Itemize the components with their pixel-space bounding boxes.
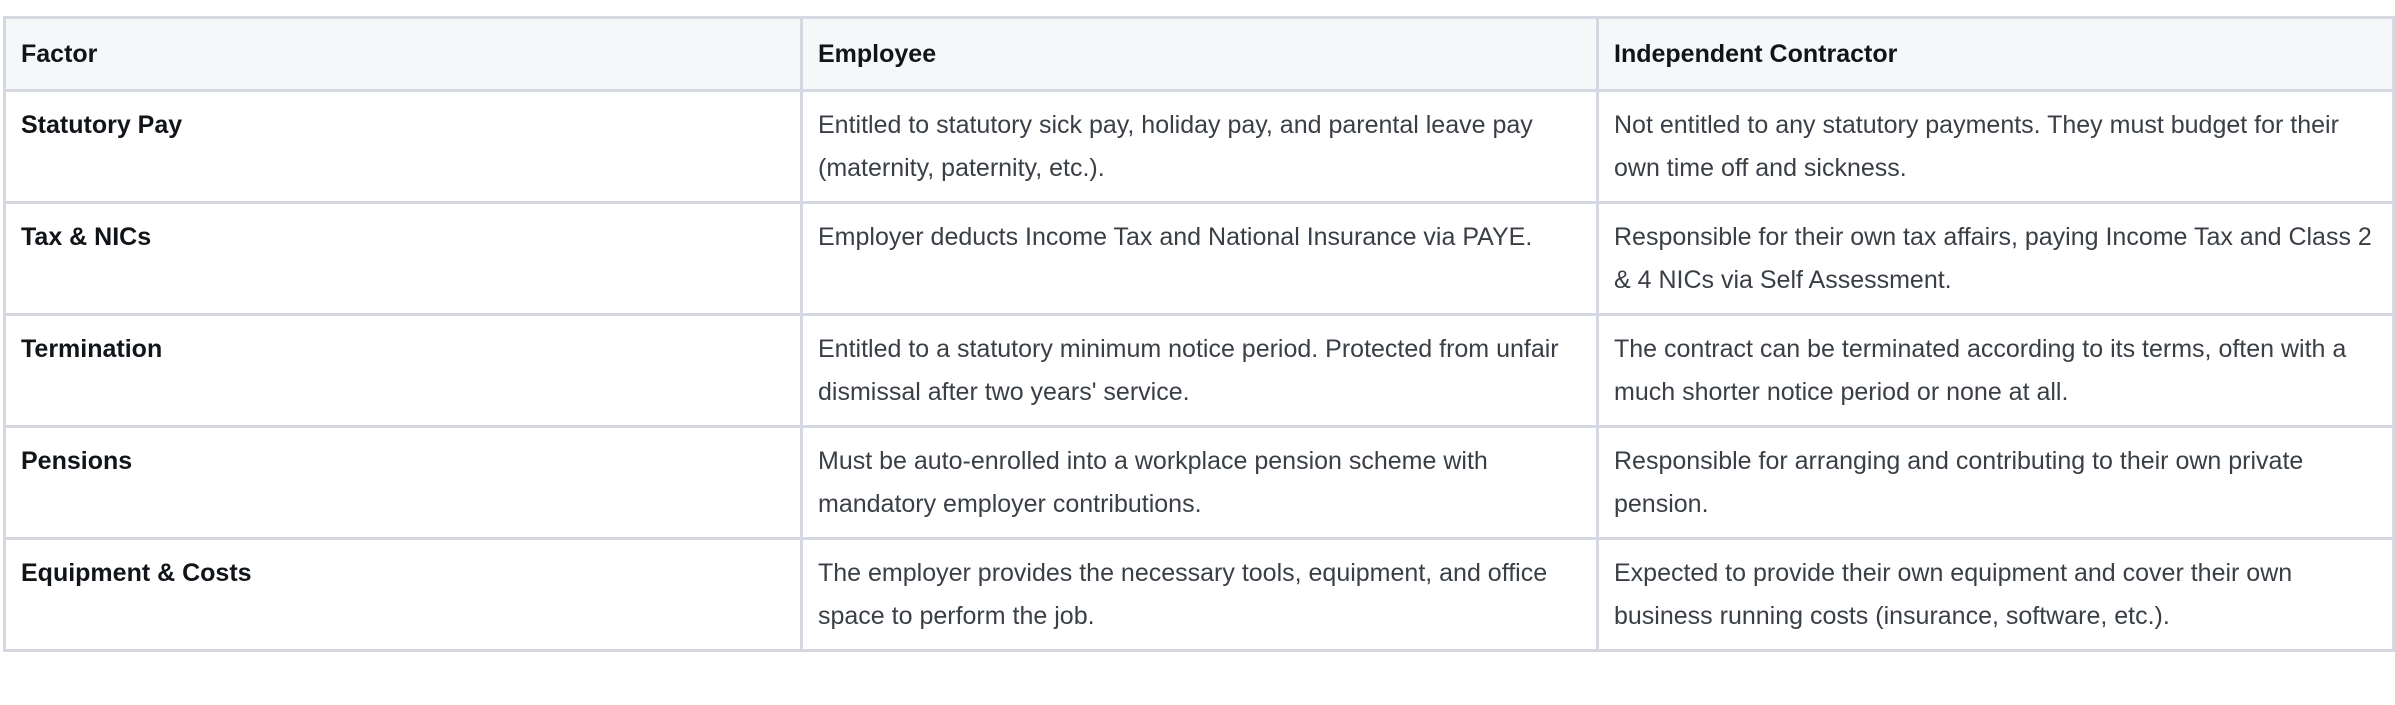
table-row [5, 203, 2394, 315]
header-independent-contractor: Independent Contractor [1598, 18, 2394, 91]
contractor-cell: Responsible for their own tax affairs, paying Income Tax and Class 2 & 4 NICs via Self Assessment. [1598, 203, 2394, 315]
table-row [5, 315, 2394, 427]
table-header [5, 18, 2394, 91]
comparison-table [3, 16, 2395, 652]
contractor-cell: The contract can be terminated according to its terms, often with a much shorter notice period or none at all. [1598, 315, 2394, 427]
factor-cell: Pensions [5, 427, 802, 539]
employee-cell: Employer deducts Income Tax and National Insurance via PAYE. [802, 203, 1598, 315]
employee-cell: Entitled to a statutory minimum notice period. Protected from unfair dismissal after two years' service. [802, 315, 1598, 427]
factor-cell: Equipment & Costs [5, 539, 802, 651]
header-factor: Factor [5, 18, 802, 91]
contractor-cell: Not entitled to any statutory payments. They must budget for their own time off and sickness. [1598, 91, 2394, 203]
table-row [5, 539, 2394, 651]
contractor-cell: Expected to provide their own equipment and cover their own business running costs (insurance, software, etc.). [1598, 539, 2394, 651]
header-row [5, 18, 2394, 91]
employee-cell: Must be auto-enrolled into a workplace pension scheme with mandatory employer contributions. [802, 427, 1598, 539]
table-body [5, 91, 2394, 651]
header-employee: Employee [802, 18, 1598, 91]
contractor-cell: Responsible for arranging and contributing to their own private pension. [1598, 427, 2394, 539]
comparison-table-container [3, 16, 2392, 652]
factor-cell: Tax & NICs [5, 203, 802, 315]
factor-cell: Termination [5, 315, 802, 427]
employee-cell: Entitled to statutory sick pay, holiday pay, and parental leave pay (maternity, paternity, etc.). [802, 91, 1598, 203]
employee-cell: The employer provides the necessary tools, equipment, and office space to perform the job. [802, 539, 1598, 651]
factor-cell: Statutory Pay [5, 91, 802, 203]
table-row [5, 91, 2394, 203]
table-row [5, 427, 2394, 539]
